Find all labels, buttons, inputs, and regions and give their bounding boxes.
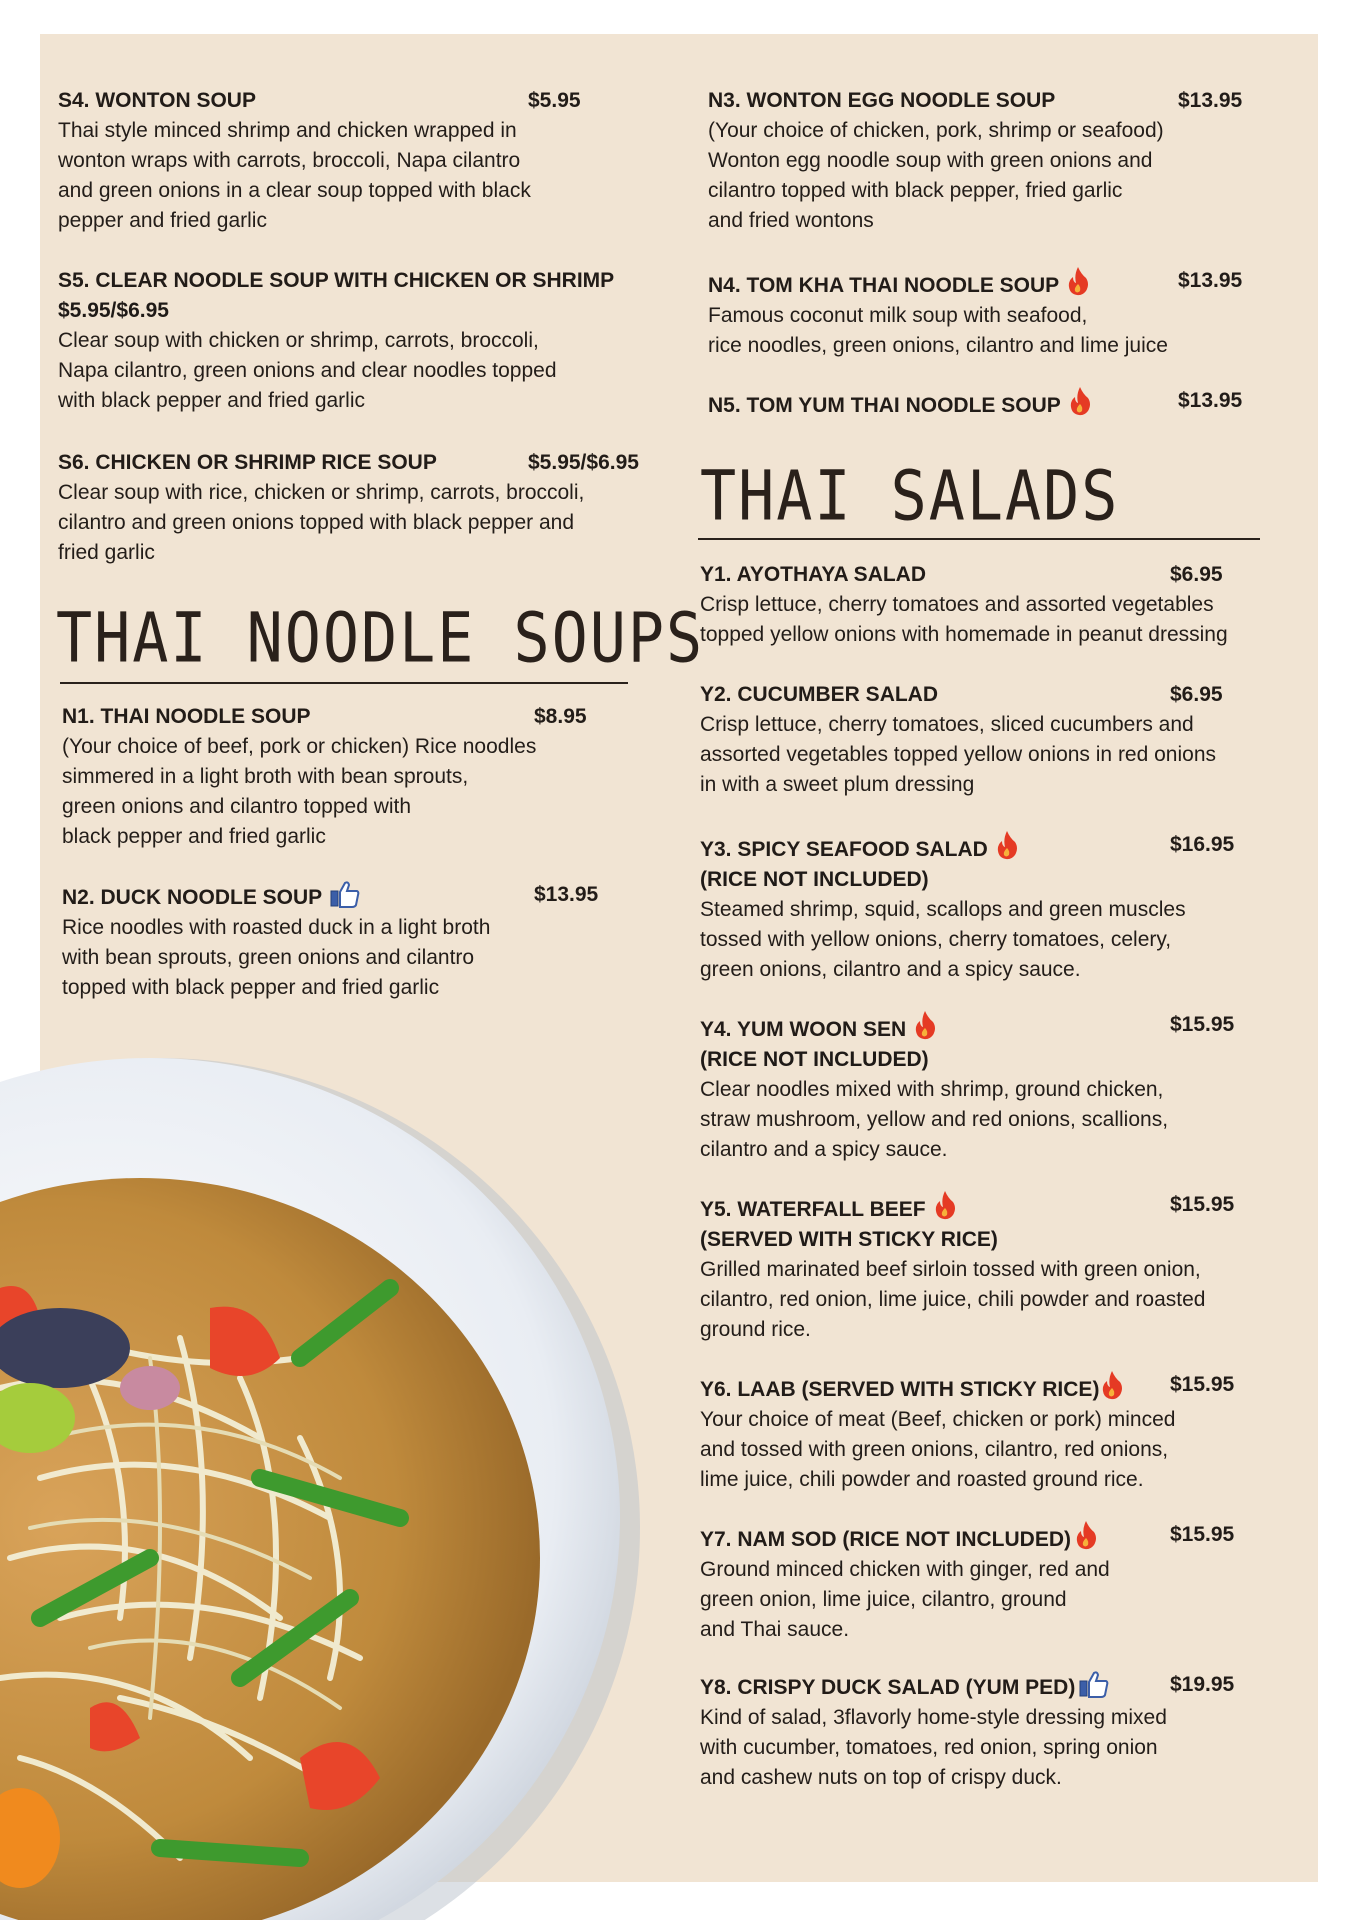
item-desc-line: pepper and fried garlic	[58, 209, 267, 232]
spicy-flame-icon	[1075, 1520, 1097, 1550]
spicy-flame-icon	[996, 830, 1018, 860]
spicy-flame-icon	[1069, 386, 1091, 416]
item-desc-line: Clear noodles mixed with shrimp, ground chicken,	[700, 1078, 1164, 1101]
item-name: N4. TOM KHA THAI NOODLE SOUP	[708, 274, 1060, 297]
section-divider	[698, 538, 1260, 540]
menu-item-y7	[700, 1520, 1235, 1645]
item-name: S5. CLEAR NOODLE SOUP WITH CHICKEN OR SHRIMP	[58, 269, 615, 292]
item-desc-line: Ground minced chicken with ginger, red and	[700, 1558, 1110, 1581]
item-desc-line: lime juice, chili powder and roasted ground rice.	[700, 1468, 1144, 1491]
item-name: Y7. NAM SOD (RICE NOT INCLUDED)	[700, 1528, 1072, 1551]
item-desc-line: cilantro, red onion, lime juice, chili powder and roasted	[700, 1288, 1206, 1311]
item-price: $6.95	[1170, 683, 1223, 706]
menu-item-n5	[708, 386, 1243, 421]
item-desc-line: straw mushroom, yellow and red onions, scallions,	[700, 1108, 1169, 1131]
item-desc-line: and fried wontons	[708, 209, 874, 232]
item-desc-line: Kind of salad, 3flavorly home-style dressing mixed	[700, 1706, 1167, 1729]
menu-item-s5	[58, 266, 614, 416]
section-divider	[60, 682, 628, 684]
item-desc-line: (Your choice of beef, pork or chicken) Rice noodles	[62, 735, 537, 758]
menu-item-n4	[708, 266, 1243, 361]
item-price: $5.95	[528, 89, 581, 112]
item-desc-line: black pepper and fried garlic	[62, 825, 326, 848]
item-desc-line: Napa cilantro, green onions and clear noodles topped	[58, 359, 557, 382]
item-desc-line: Clear soup with chicken or shrimp, carrots, broccoli,	[58, 329, 539, 352]
item-name: Y2. CUCUMBER SALAD	[700, 683, 939, 706]
item-price: $8.95	[534, 705, 587, 728]
menu-item-y5	[700, 1190, 1235, 1345]
menu-item-y6	[700, 1370, 1235, 1495]
thumbs-up-icon	[330, 880, 360, 908]
item-price: $13.95	[1178, 269, 1243, 292]
item-name: Y3. SPICY SEAFOOD SALAD	[700, 838, 988, 861]
item-name: Y1. AYOTHAYA SALAD	[700, 563, 927, 586]
item-price: $5.95/$6.95	[58, 299, 169, 322]
item-desc-line: Clear soup with rice, chicken or shrimp, carrots, broccoli,	[58, 481, 585, 504]
item-subtitle: (RICE NOT INCLUDED)	[700, 868, 929, 891]
item-desc-line: and green onions in a clear soup topped with black	[58, 179, 531, 202]
item-desc-line: green onions, cilantro and a spicy sauce.	[700, 958, 1081, 981]
item-name: Y8. CRISPY DUCK SALAD (YUM PED)	[700, 1676, 1076, 1699]
item-desc-line: rice noodles, green onions, cilantro and lime juice	[708, 334, 1168, 357]
item-subtitle: (SERVED WITH STICKY RICE)	[700, 1228, 998, 1251]
item-desc-line: Rice noodles with roasted duck in a light broth	[62, 916, 491, 939]
item-desc-line: topped yellow onions with homemade in peanut dressing	[700, 623, 1228, 646]
item-subtitle: (RICE NOT INCLUDED)	[700, 1048, 929, 1071]
thumbs-up-icon	[1079, 1670, 1109, 1698]
item-desc-line: and cashew nuts on top of crispy duck.	[700, 1766, 1062, 1789]
item-desc-line: wonton wraps with carrots, broccoli, Napa cilantro	[58, 149, 521, 172]
spicy-flame-icon	[914, 1010, 936, 1040]
section-title-noodle-soups: THAI NOODLE SOUPS	[56, 598, 705, 679]
spicy-flame-icon	[934, 1190, 956, 1220]
menu-item-y1	[700, 560, 1228, 650]
item-desc-line: with bean sprouts, green onions and cilantro	[62, 946, 475, 969]
item-name: N1. THAI NOODLE SOUP	[62, 705, 311, 728]
item-price: $13.95	[1178, 389, 1243, 412]
menu-item-n3	[708, 86, 1243, 236]
item-desc-line: green onions and cilantro topped with	[62, 795, 412, 818]
item-desc-line: fried garlic	[58, 541, 155, 564]
item-name: N5. TOM YUM THAI NOODLE SOUP	[708, 394, 1061, 417]
item-desc-line: with black pepper and fried garlic	[58, 389, 366, 412]
item-name: Y4. YUM WOON SEN	[700, 1018, 907, 1041]
item-desc-line: Crisp lettuce, cherry tomatoes, sliced cucumbers and	[700, 713, 1194, 736]
item-name: N3. WONTON EGG NOODLE SOUP	[708, 89, 1056, 112]
item-desc-line: green onion, lime juice, cilantro, ground	[700, 1588, 1067, 1611]
item-price: $15.95	[1170, 1013, 1235, 1036]
item-price: $15.95	[1170, 1523, 1235, 1546]
item-desc-line: Your choice of meat (Beef, chicken or pork) minced	[700, 1408, 1176, 1431]
item-price: $6.95	[1170, 563, 1223, 586]
item-desc-line: Famous coconut milk soup with seafood,	[708, 304, 1088, 327]
item-desc-line: Wonton egg noodle soup with green onions and	[708, 149, 1153, 172]
menu-item-s4	[58, 86, 581, 236]
item-price: $13.95	[1178, 89, 1243, 112]
item-desc-line: Thai style minced shrimp and chicken wrapped in	[58, 119, 517, 142]
spicy-flame-icon	[1101, 1370, 1123, 1400]
item-desc-line: Grilled marinated beef sirloin tossed with green onion,	[700, 1258, 1201, 1281]
menu-item-n1	[62, 702, 587, 852]
item-desc-line: Steamed shrimp, squid, scallops and green muscles	[700, 898, 1186, 921]
item-price: $16.95	[1170, 833, 1235, 856]
item-desc-line: Crisp lettuce, cherry tomatoes and assorted vegetables	[700, 593, 1214, 616]
papaya-salad-photo	[0, 1058, 660, 1920]
item-desc-line: and Thai sauce.	[700, 1618, 850, 1641]
spicy-flame-icon	[1067, 266, 1089, 296]
menu-item-s6	[58, 448, 639, 568]
menu-item-y8	[700, 1670, 1235, 1793]
item-name: S4. WONTON SOUP	[58, 89, 256, 112]
item-name: Y6. LAAB (SERVED WITH STICKY RICE)	[700, 1378, 1100, 1401]
item-desc-line: assorted vegetables topped yellow onions in red onions	[700, 743, 1217, 766]
item-desc-line: and tossed with green onions, cilantro, red onions,	[700, 1438, 1169, 1461]
item-desc-line: cilantro and a spicy sauce.	[700, 1138, 948, 1161]
menu-item-y2	[700, 680, 1223, 800]
item-desc-line: tossed with yellow onions, cherry tomatoes, celery,	[700, 928, 1172, 951]
item-desc-line: ground rice.	[700, 1318, 811, 1341]
item-price: $15.95	[1170, 1193, 1235, 1216]
menu-item-y3	[700, 830, 1235, 985]
item-desc-line: simmered in a light broth with bean sprouts,	[62, 765, 469, 788]
item-desc-line: cilantro and green onions topped with black pepper and	[58, 511, 575, 534]
item-price: $19.95	[1170, 1673, 1235, 1696]
item-price: $15.95	[1170, 1373, 1235, 1396]
item-desc-line: (Your choice of chicken, pork, shrimp or seafood)	[708, 119, 1164, 142]
section-title-salads: THAI SALADS	[700, 456, 1120, 537]
item-desc-line: topped with black pepper and fried garlic	[62, 976, 440, 999]
item-name: N2. DUCK NOODLE SOUP	[62, 886, 323, 909]
item-price: $5.95/$6.95	[528, 451, 639, 474]
item-desc-line: with cucumber, tomatoes, red onion, spring onion	[700, 1736, 1158, 1759]
menu-item-n2	[62, 880, 599, 1003]
item-name: Y5. WATERFALL BEEF	[700, 1198, 926, 1221]
item-desc-line: in with a sweet plum dressing	[700, 773, 975, 796]
item-name: S6. CHICKEN OR SHRIMP RICE SOUP	[58, 451, 437, 474]
item-desc-line: cilantro topped with black pepper, fried garlic	[708, 179, 1123, 202]
menu-item-y4	[700, 1010, 1235, 1165]
item-price: $13.95	[534, 883, 599, 906]
